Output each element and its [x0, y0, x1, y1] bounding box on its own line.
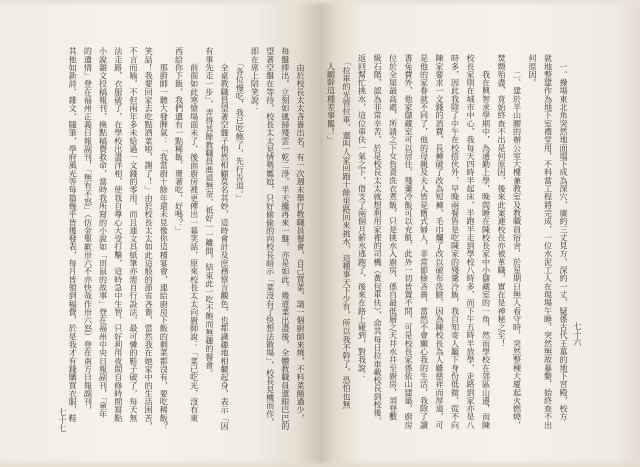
text-column: 是他的家眷就不同了，他的母親及夫人皆是舊式婦人，非常節儉吝嗇，當然不會關心我的生活，我除了讀 [419, 54, 430, 429]
text-column: 校長家則在城市中心，我每天四時半起床，半跑半走到學校八時多，而下午五時半放學，走路到家亦是八 [466, 54, 476, 429]
text-column: 二、建於半山腰的辦公室大樓兼教室及教職員宿舍，於星期日無人看守時，突然整棟大廈起火燃燒， [512, 54, 523, 429]
text-column: 有事先走一步」，弄得其餘教職員進退無奈，祇好一一離開，結束此一吃不飽而無趣的餐會。 [204, 47, 215, 378]
text-column: 笑話！我要回家去吃點酒菜啦，謝了！」由於校長太太如此這般的節省吝嗇，當然我在她家中的生活困苦， [144, 47, 155, 431]
text-column: 每盤捧出，立刻如風掃殘雲一乾二淨，半天纔再來一盤，亦是如此，幾道菜出盡後，全體教職員還眼巴巴的 [280, 47, 291, 431]
text-column: 法走路，衣服破了，在學校出盡洋相，使我自尊心大受打擊，這時急中生智，只好利用夜間自修時間寫點 [113, 47, 124, 422]
left-page-text [65, 47, 308, 437]
text-column: 時多，因此我除了中午在校搭伙外，早晚兩餐皆是吃陳家的殘羹冷飯，我自知寄人籬下身份低微，從不向 [450, 54, 461, 429]
page-number-left: 七十七 [58, 408, 67, 432]
text-column: 就地整建作為地下室禮堂用，不料當工程將完成，一位水泥工人在現場午睡，突然無故暴斃，始終查不出 [543, 54, 554, 429]
text-column: 的遺情」登在福州正義日報副刊，「無有不怒」（仿金聖歎卅六不亦快哉作卅六怒）登在南方日報副刊， [83, 47, 94, 414]
text-column: 那廚師一聽大發脾氣：「我當廚十餘年還未見像你這種宴會，連給廚房下飯的剩菜都沒有，要吃稀飯？ [159, 47, 170, 431]
text-column: 返回幫忙挑水，這位車伕一氣之下，借支了兩個月薪水逃跑了，後來在路上碰到，對我說： [357, 54, 368, 380]
text-column: 陳家要求一文錢的消費，長褲破了改為短褲，毛巾爛了改以破布洗臉，因為陳校長為人雖慈祥而厚道，可 [435, 54, 445, 429]
text-column: 人願幹這種差事罷！」 [326, 54, 337, 144]
text-column: 不言而喻，不但兩年多未給過一文錢的零用，而且連文具紙筆亦需自行設法，最可憐的鞋子破了，每天無 [128, 47, 139, 422]
text-column: 前面如此寒愴場面未了，後面廚房裡更傳出一幕笑話，原來校長太太向廚師說：「菜已吃光，沒有東 [189, 47, 200, 422]
text-column: 由於校長太太吝嗇出名，有一次週末舉行教職員餐會，自己買菜，請一個廚師來燒，不料菜餚過少， [296, 47, 306, 422]
page-edge-top [0, 0, 640, 6]
text-column: 級石階，認為非常辛苦，於是校長太太就想利用家裡的司機（黃包車伕），命其每日拉車載校長到校後， [373, 54, 383, 425]
text-column: 西給你下飯，我們還有一點稀飯，燙著吃，好嗎？」 [174, 47, 185, 235]
text-column: 焚燬殆盡，竟始終查不出是何原因，後來此案連校長亦被革職，實在是神秘之至！ [497, 54, 507, 348]
text-column: 全桌教職員望著空盤子悄然相顧莫名其妙，這時會計及庶務察言觀色，也都識趣地相繼起身，表示「因 [220, 47, 231, 431]
text-column: 其他如新詩、雜文、隨筆，學府風光等每篇幾乎皆獲發表，每月皆領到稿費，於是我才有錢購買衣服，鞋 [68, 47, 79, 422]
right-page-text [323, 54, 571, 434]
page-number-right: 七十六 [573, 322, 582, 346]
page-edge-bottom [0, 459, 640, 467]
text-column: 我在興智求學期中，為通勤上學，晚間睡在陳校長家中小儲藏室的一角，然而學校在郊區山邊，而陳 [481, 54, 492, 429]
text-column: 望著空盤在等待，校長太太見情勢尷尬，只好偷偷的向校長暗示「菜沒有了快想法散場」，校長見機而作， [265, 47, 276, 426]
text-column: 即在席上陪笑說： [250, 47, 261, 113]
text-column: 書免費外，他家儲藏室可以居住，殘羹冷飯可以充飢，此外一切皆置不問，可是校長家係依山建築，廚房 [404, 54, 414, 429]
text-column: 位於全屋最高處，所請之下女負責洗衣煮飯，只是挑水入廚房，係自最低層之天井水井至廚房，須登數 [388, 54, 399, 421]
text-column: 「各位慢吃，我已吃飽了，先行告退。」 [235, 47, 246, 202]
text-column: 一、操場東北角突然地面塌下成為深穴，廣約三丈見方，深約一丈，疑係古代王墓的地下宮殿，校方 [559, 54, 569, 421]
text-column: 「拉車的光管拉車，還叫人家回跑十餘里路回來挑水，這種事天下少有，所以我不幹了，恐怕也無 [342, 54, 352, 409]
text-column: 何原因。 [528, 54, 538, 87]
text-column: 小說雜文投稿報刊，換點稿費救命，當時我所寫的小說如「田鼠的故事」登在福州中央日報副刊，「童年 [98, 47, 109, 418]
